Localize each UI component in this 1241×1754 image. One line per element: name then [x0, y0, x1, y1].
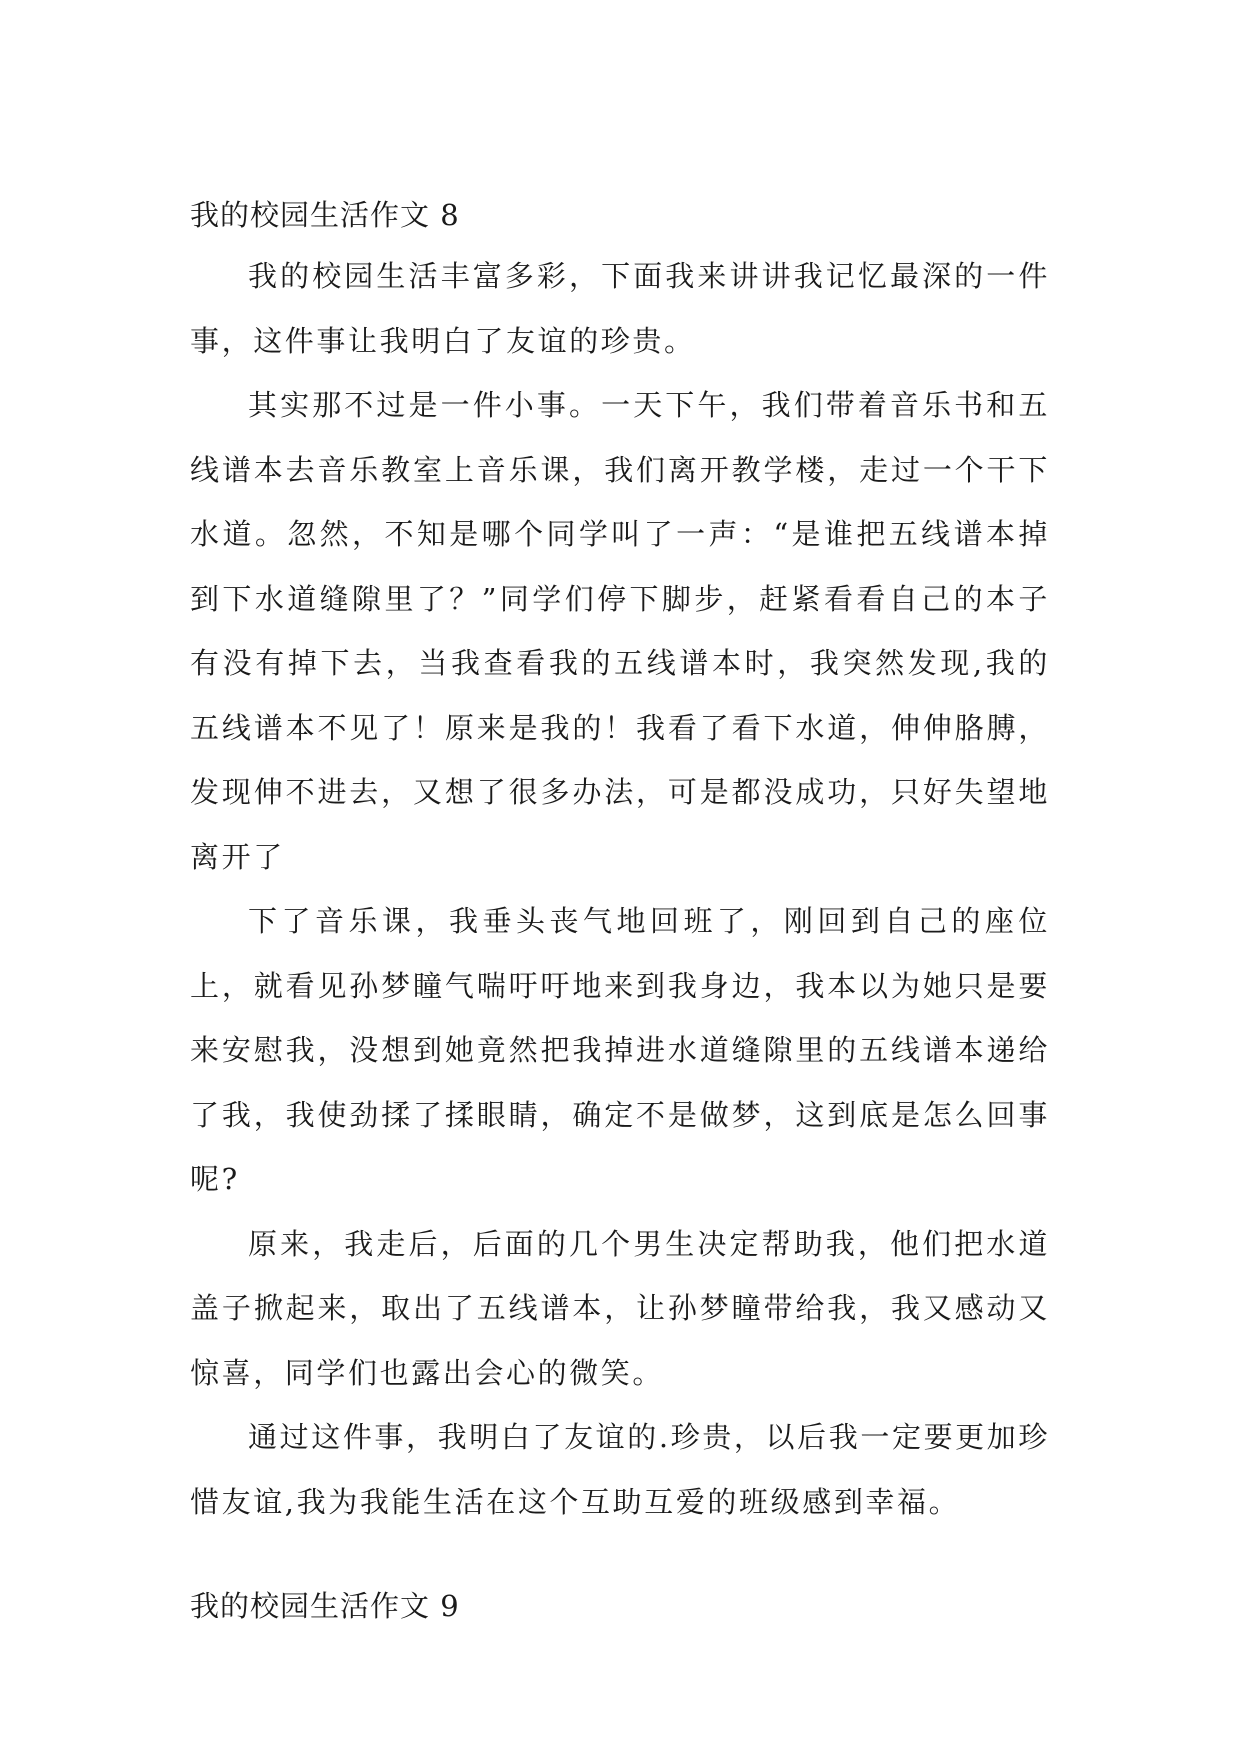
- paragraph: 通过这件事，我明白了友谊的.珍贵，以后我一定要更加珍惜友谊,我为我能生活在这个互助互爱的班级感到幸福。: [190, 1420, 1050, 1519]
- essay-section: [190, 195, 1050, 1534]
- document-body: [190, 195, 1050, 1626]
- paragraph: 其实那不过是一件小事。一天下午，我们带着音乐书和五线谱本去音乐教室上音乐课，我们离开教学楼，走过一个干下水道。忽然，不知是哪个同学叫了一声：“是谁把五线谱本掉到下水道缝隙里了？”同学们停下脚步，赶紧看看自己的本子有没有掉下去，当我查看我的五线谱本时，我突然发现,我的五线谱本不见了！原来是我的！我看了看下水道，伸伸胳膊，发现伸不进去，又想了很多办法，可是都没成功，只好失望地离开了: [190, 388, 1050, 874]
- paragraph: 原来，我走后，后面的几个男生决定帮助我，他们把水道盖子掀起来，取出了五线谱本，让孙梦瞳带给我，我又感动又惊喜，同学们也露出会心的微笑。: [190, 1226, 1050, 1390]
- essay-title: 我的校园生活作文 9: [190, 1589, 460, 1623]
- essay-section: [190, 1586, 1050, 1626]
- paragraph: 下了音乐课，我垂头丧气地回班了，刚回到自己的座位上，就看见孙梦瞳气喘吁吁地来到我身边，我本以为她只是要来安慰我，没想到她竟然把我掉进水道缝隙里的五线谱本递给了我，我使劲揉了揉眼睛，确定不是做梦，这到底是怎么回事呢?: [190, 904, 1050, 1196]
- essay-title: 我的校园生活作文 8: [190, 198, 460, 232]
- paragraph: 我的校园生活丰富多彩，下面我来讲讲我记忆最深的一件事，这件事让我明白了友谊的珍贵。: [190, 259, 1050, 358]
